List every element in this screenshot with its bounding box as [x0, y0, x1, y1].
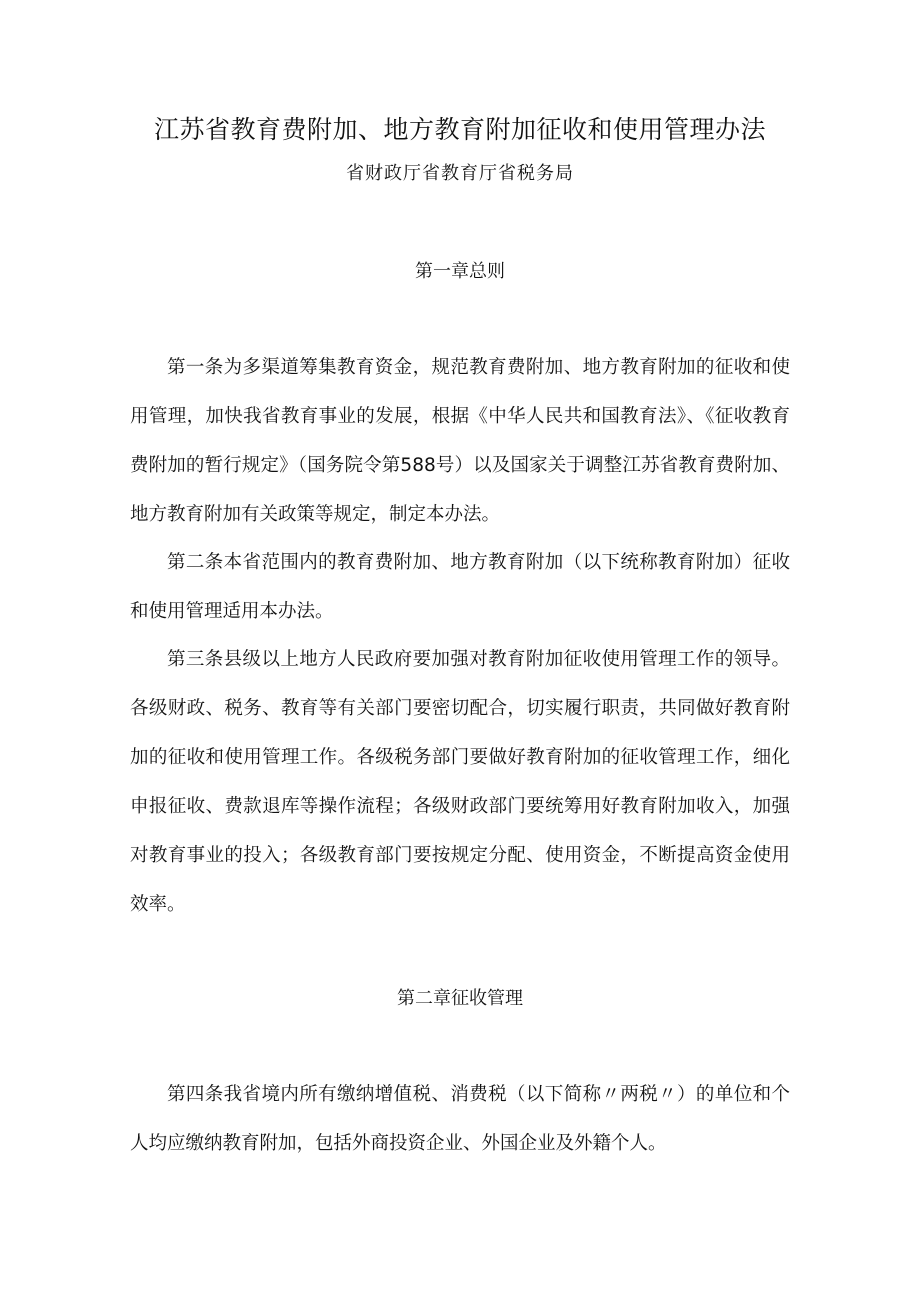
article-paragraph: 第二条本省范围内的教育费附加、地方教育附加（以下统称教育附加）征收和使用管理适用本办法。 [130, 552, 790, 622]
document-title: 江苏省教育费附加、地方教育附加征收和使用管理办法 [153, 115, 766, 144]
chapter-heading: 第二章征收管理 [397, 988, 523, 1009]
article-paragraph: 第一条为多渠道筹集教育资金，规范教育费附加、地方教育附加的征收和使用管理，加快我省教育事业的发展，根据《中华人民共和国教育法》、《征收教育费附加的暂行规定》（国务院令第588号）以及国家关于调整江苏省教育费附加、地方教育附加有关政策等规定，制定本办法。 [130, 357, 790, 525]
document-issuers: 省财政厅省教育厅省税务局 [346, 163, 574, 184]
article-paragraph: 第四条我省境内所有缴纳增值税、消费税（以下简称〃两税〃）的单位和个人均应缴纳教育附加，包括外商投资企业、外国企业及外籍个人。 [130, 1084, 790, 1154]
article-paragraph: 第三条县级以上地方人民政府要加强对教育附加征收使用管理工作的领导。各级财政、税务、教育等有关部门要密切配合，切实履行职责，共同做好教育附加的征收和使用管理工作。各级税务部门要做好教育附加的征收管理工作，细化申报征收、费款退库等操作流程；各级财政部门要统筹用好教育附加收入，加强对教育事业的投入；各级教育部门要按规定分配、使用资金，不断提高资金使用效率。 [130, 649, 790, 915]
chapter-heading: 第一章总则 [415, 261, 505, 282]
